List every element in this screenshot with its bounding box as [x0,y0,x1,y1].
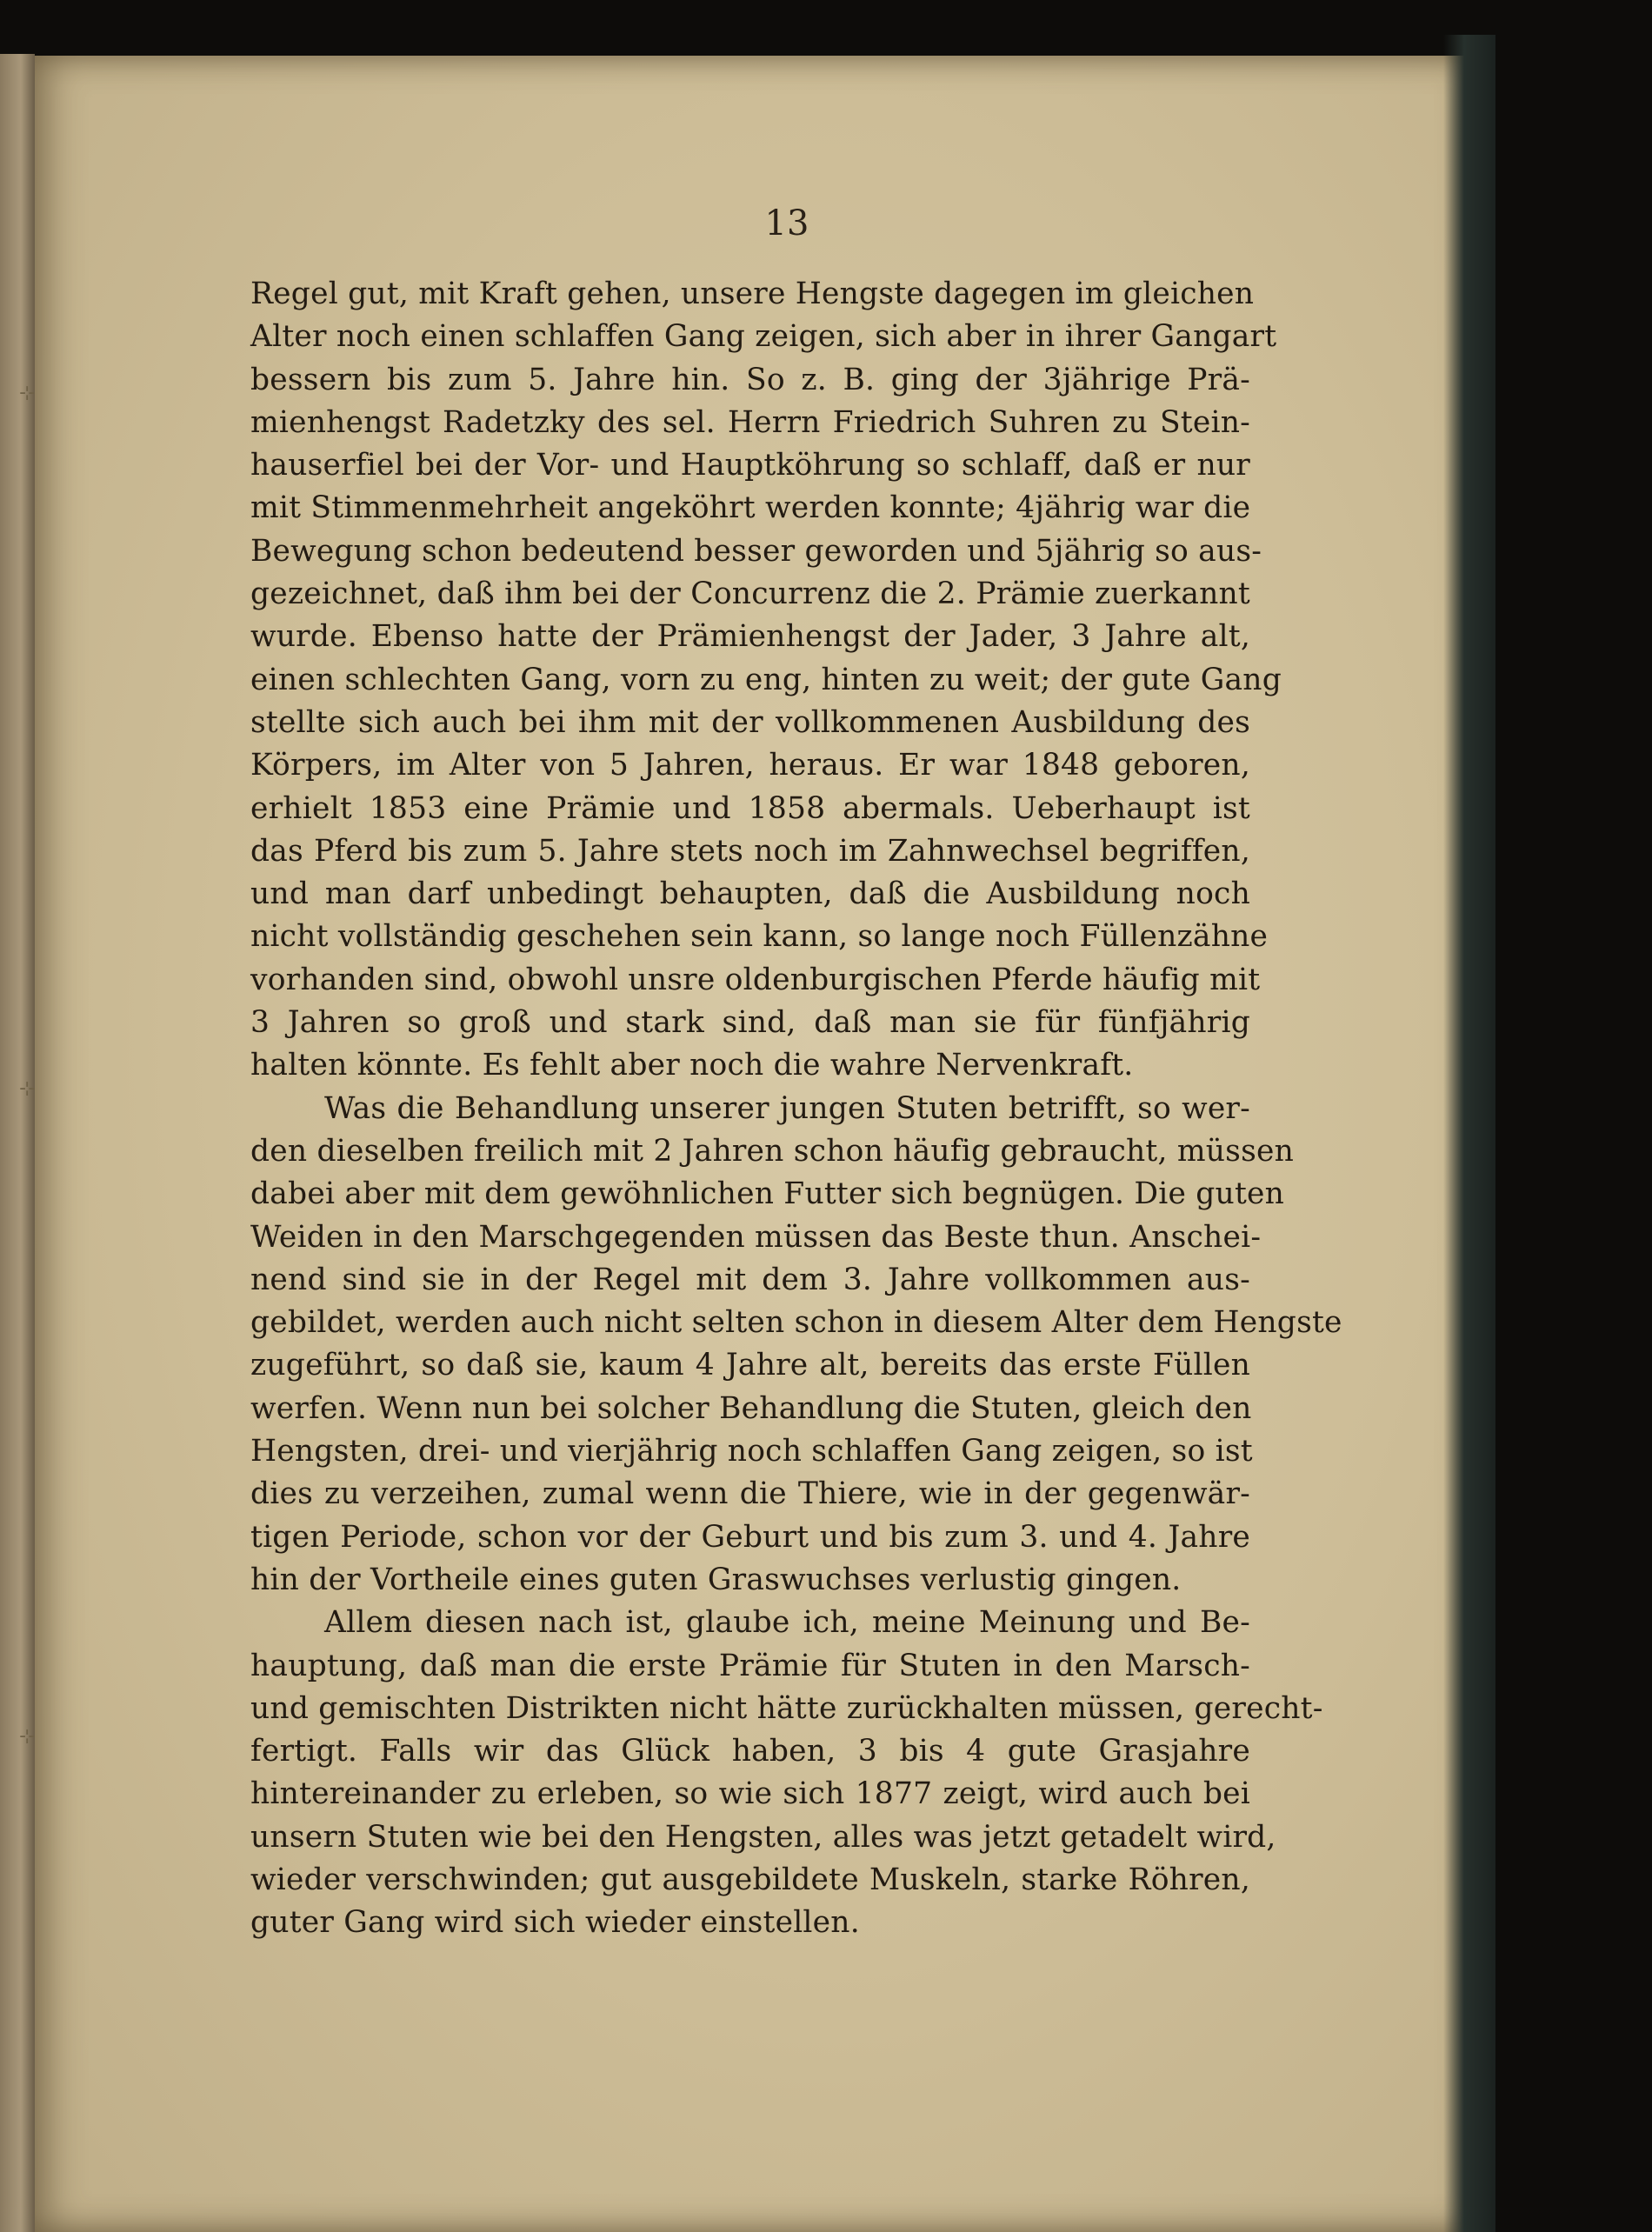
text-line: mit Stimmenmehrheit angeköhrt werden konnte; 4jährig war die [250,490,1251,526]
paragraph [250,1088,1342,1602]
text-line: 3 Jahren so groß und stark sind, daß man sie für fünfjährig [250,1005,1250,1041]
text-line: einen schlechten Gang, vorn zu eng, hinten zu weit; der gute Gang [250,662,1282,697]
text-line: Alter noch einen schlaffen Gang zeigen, sich aber in ihrer Gangart [250,319,1277,355]
text-line: gebildet, werden auch nicht selten schon in diesem Alter dem Hengste [250,1305,1342,1341]
text-line: Bewegung schon bedeutend besser geworden und 5jährig so aus- [250,533,1262,569]
binding-mark: ⊹ [19,1726,36,1748]
binding-mark: ⊹ [19,1078,36,1100]
body-text [250,273,1342,1945]
text-line: dies zu verzeihen, zumal wenn die Thiere, wie in der gegenwär- [250,1476,1250,1512]
text-line: tigen Periode, schon vor der Geburt und bis zum 3. und 4. Jahre [250,1519,1250,1555]
left-page-edge [0,54,35,2232]
text-line: Hengsten, drei- und vierjährig noch schlaffen Gang zeigen, so ist [250,1434,1253,1469]
text-line: Körpers, im Alter von 5 Jahren, heraus. Er war 1848 geboren, [250,748,1250,783]
text-line: nicht vollständig geschehen sein kann, so lange noch Füllenzähne [250,919,1269,955]
text-line: Was die Behandlung unserer jungen Stuten betrifft, so wer- [324,1090,1250,1126]
text-line: mienhengst Radetzky des sel. Herrn Friedrich Suhren zu Stein- [250,404,1250,440]
paragraph [250,273,1282,1088]
text-line: und gemischten Distrikten nicht hätte zurückhalten müssen, gerecht- [250,1690,1323,1726]
book-cover-edge [1443,35,1495,2232]
text-line: fertigt. Falls wir das Glück haben, 3 bis 4 gute Grasjahre [250,1734,1250,1769]
text-line: den dieselben freilich mit 2 Jahren schon häufig gebraucht, müssen [250,1133,1295,1169]
text-line: zugeführt, so daß sie, kaum 4 Jahre alt, bereits das erste Füllen [250,1348,1250,1383]
text-line: wieder verschwinden; gut ausgebildete Muskeln, starke Röhren, [250,1862,1250,1897]
paragraph [250,1602,1323,1944]
text-line: wurde. Ebenso hatte der Prämienhengst der Jader, 3 Jahre alt, [250,619,1250,655]
binding-mark: ⊹ [19,383,36,404]
text-line: und man darf unbedingt behaupten, daß die Ausbildung noch [250,876,1250,912]
text-line: werfen. Wenn nun bei solcher Behandlung die Stuten, gleich den [250,1390,1252,1426]
text-line: hauptung, daß man die erste Prämie für Stuten in den Marsch- [250,1648,1250,1683]
text-line: unsern Stuten wie bei den Hengsten, alles was jetzt getadelt wird, [250,1819,1276,1855]
text-line: bessern bis zum 5. Jahre hin. So z. B. ging der 3jährige Prä- [250,362,1250,397]
text-line: vorhanden sind, obwohl unsre oldenburgischen Pferde häufig mit [250,962,1261,997]
text-line: das Pferd bis zum 5. Jahre stets noch im Zahnwechsel begriffen, [250,833,1250,869]
text-line: hin der Vortheile eines guten Graswuchses verlustig gingen. [250,1562,1182,1597]
text-line: gezeichnet, daß ihm bei der Concurrenz die 2. Prämie zuerkannt [250,576,1250,612]
text-line: hintereinander zu erleben, so wie sich 1877 zeigt, wird auch bei [250,1776,1250,1812]
text-line: Weiden in den Marschgegenden müssen das Beste thun. Anschei- [250,1219,1262,1255]
text-line: Regel gut, mit Kraft gehen, unsere Hengste dagegen im gleichen [250,277,1255,311]
text-line: hauserfiel bei der Vor- und Hauptköhrung so schlaff, daß er nur [250,448,1250,483]
page-number: 13 [764,203,809,243]
text-line: erhielt 1853 eine Prämie und 1858 abermals. Ueberhaupt ist [250,790,1250,826]
text-line: dabei aber mit dem gewöhnlichen Futter sich begnügen. Die guten [250,1176,1285,1212]
text-line: nend sind sie in der Regel mit dem 3. Jahre vollkommen aus- [250,1262,1250,1297]
text-line: stellte sich auch bei ihm mit der vollkommenen Ausbildung des [250,704,1250,740]
text-line: Allem diesen nach ist, glaube ich, meine Meinung und Be- [324,1605,1250,1641]
text-line: halten könnte. Es fehlt aber noch die wahre Nervenkraft. [250,1048,1134,1083]
text-line: guter Gang wird sich wieder einstellen. [250,1905,860,1941]
